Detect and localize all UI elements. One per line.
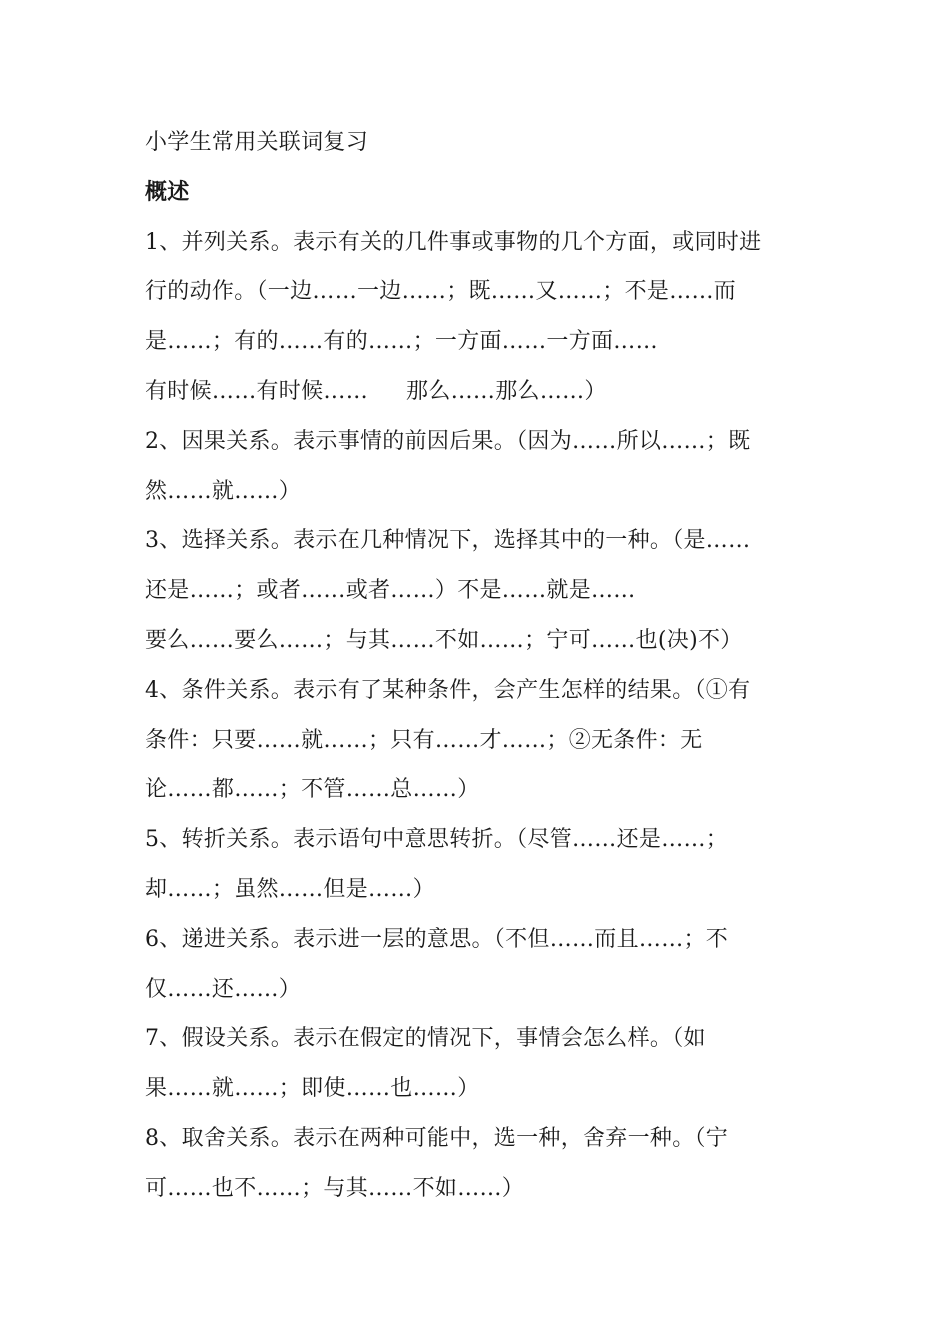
paragraph-line: 要么……要么……；与其……不如……；宁可……也(决)不） xyxy=(145,627,743,653)
paragraph-line: 1、并列关系。表示有关的几件事或事物的几个方面，或同时进 xyxy=(145,229,762,255)
paragraph-line: 8、取舍关系。表示在两种可能中，选一种，舍弃一种。（宁 xyxy=(145,1125,729,1151)
paragraph-line: 仅……还……） xyxy=(145,976,302,1002)
paragraph-line: 条件：只要……就……；只有……才……；②无条件：无 xyxy=(145,727,703,753)
paragraph-line: 是……；有的……有的……；一方面……一方面…… xyxy=(145,329,658,355)
paragraph-line: 论……都……；不管……总……） xyxy=(145,777,480,803)
section-heading: 概述 xyxy=(145,178,190,205)
paragraph-line: 3、选择关系。表示在几种情况下，选择其中的一种。（是…… xyxy=(145,528,751,554)
paragraph-line: 却……；虽然……但是……） xyxy=(145,876,435,902)
paragraph-line: 2、因果关系。表示事情的前因后果。（因为……所以……；既 xyxy=(145,428,751,454)
paragraph-line: 5、转折关系。表示语句中意思转折。（尽管……还是……； xyxy=(145,827,729,853)
paragraph-line: 7、假设关系。表示在假定的情况下，事情会怎么样。（如 xyxy=(145,1026,706,1052)
paragraph-segment: 有时候……有时候…… xyxy=(145,378,369,404)
paragraph-line: 行的动作。（一边……一边……；既……又……；不是……而 xyxy=(145,279,737,305)
paragraph-line: 可……也不……；与其……不如……） xyxy=(145,1175,525,1201)
paragraph-line: 4、条件关系。表示有了某种条件，会产生怎样的结果。（①有 xyxy=(145,677,751,703)
paragraph-line xyxy=(145,367,810,417)
paragraph-segment: 那么……那么……） xyxy=(406,378,607,404)
paragraph-line: 然……就……） xyxy=(145,478,302,504)
paragraph-line: 果……就……；即使……也……） xyxy=(145,1076,480,1102)
paragraph-line: 还是……；或者……或者……）不是……就是…… xyxy=(145,578,636,604)
document-title: 小学生常用关联词复习 xyxy=(145,130,369,155)
paragraph-line: 6、递进关系。表示进一层的意思。（不但……而且……；不 xyxy=(145,926,729,952)
document-page xyxy=(145,118,810,1214)
